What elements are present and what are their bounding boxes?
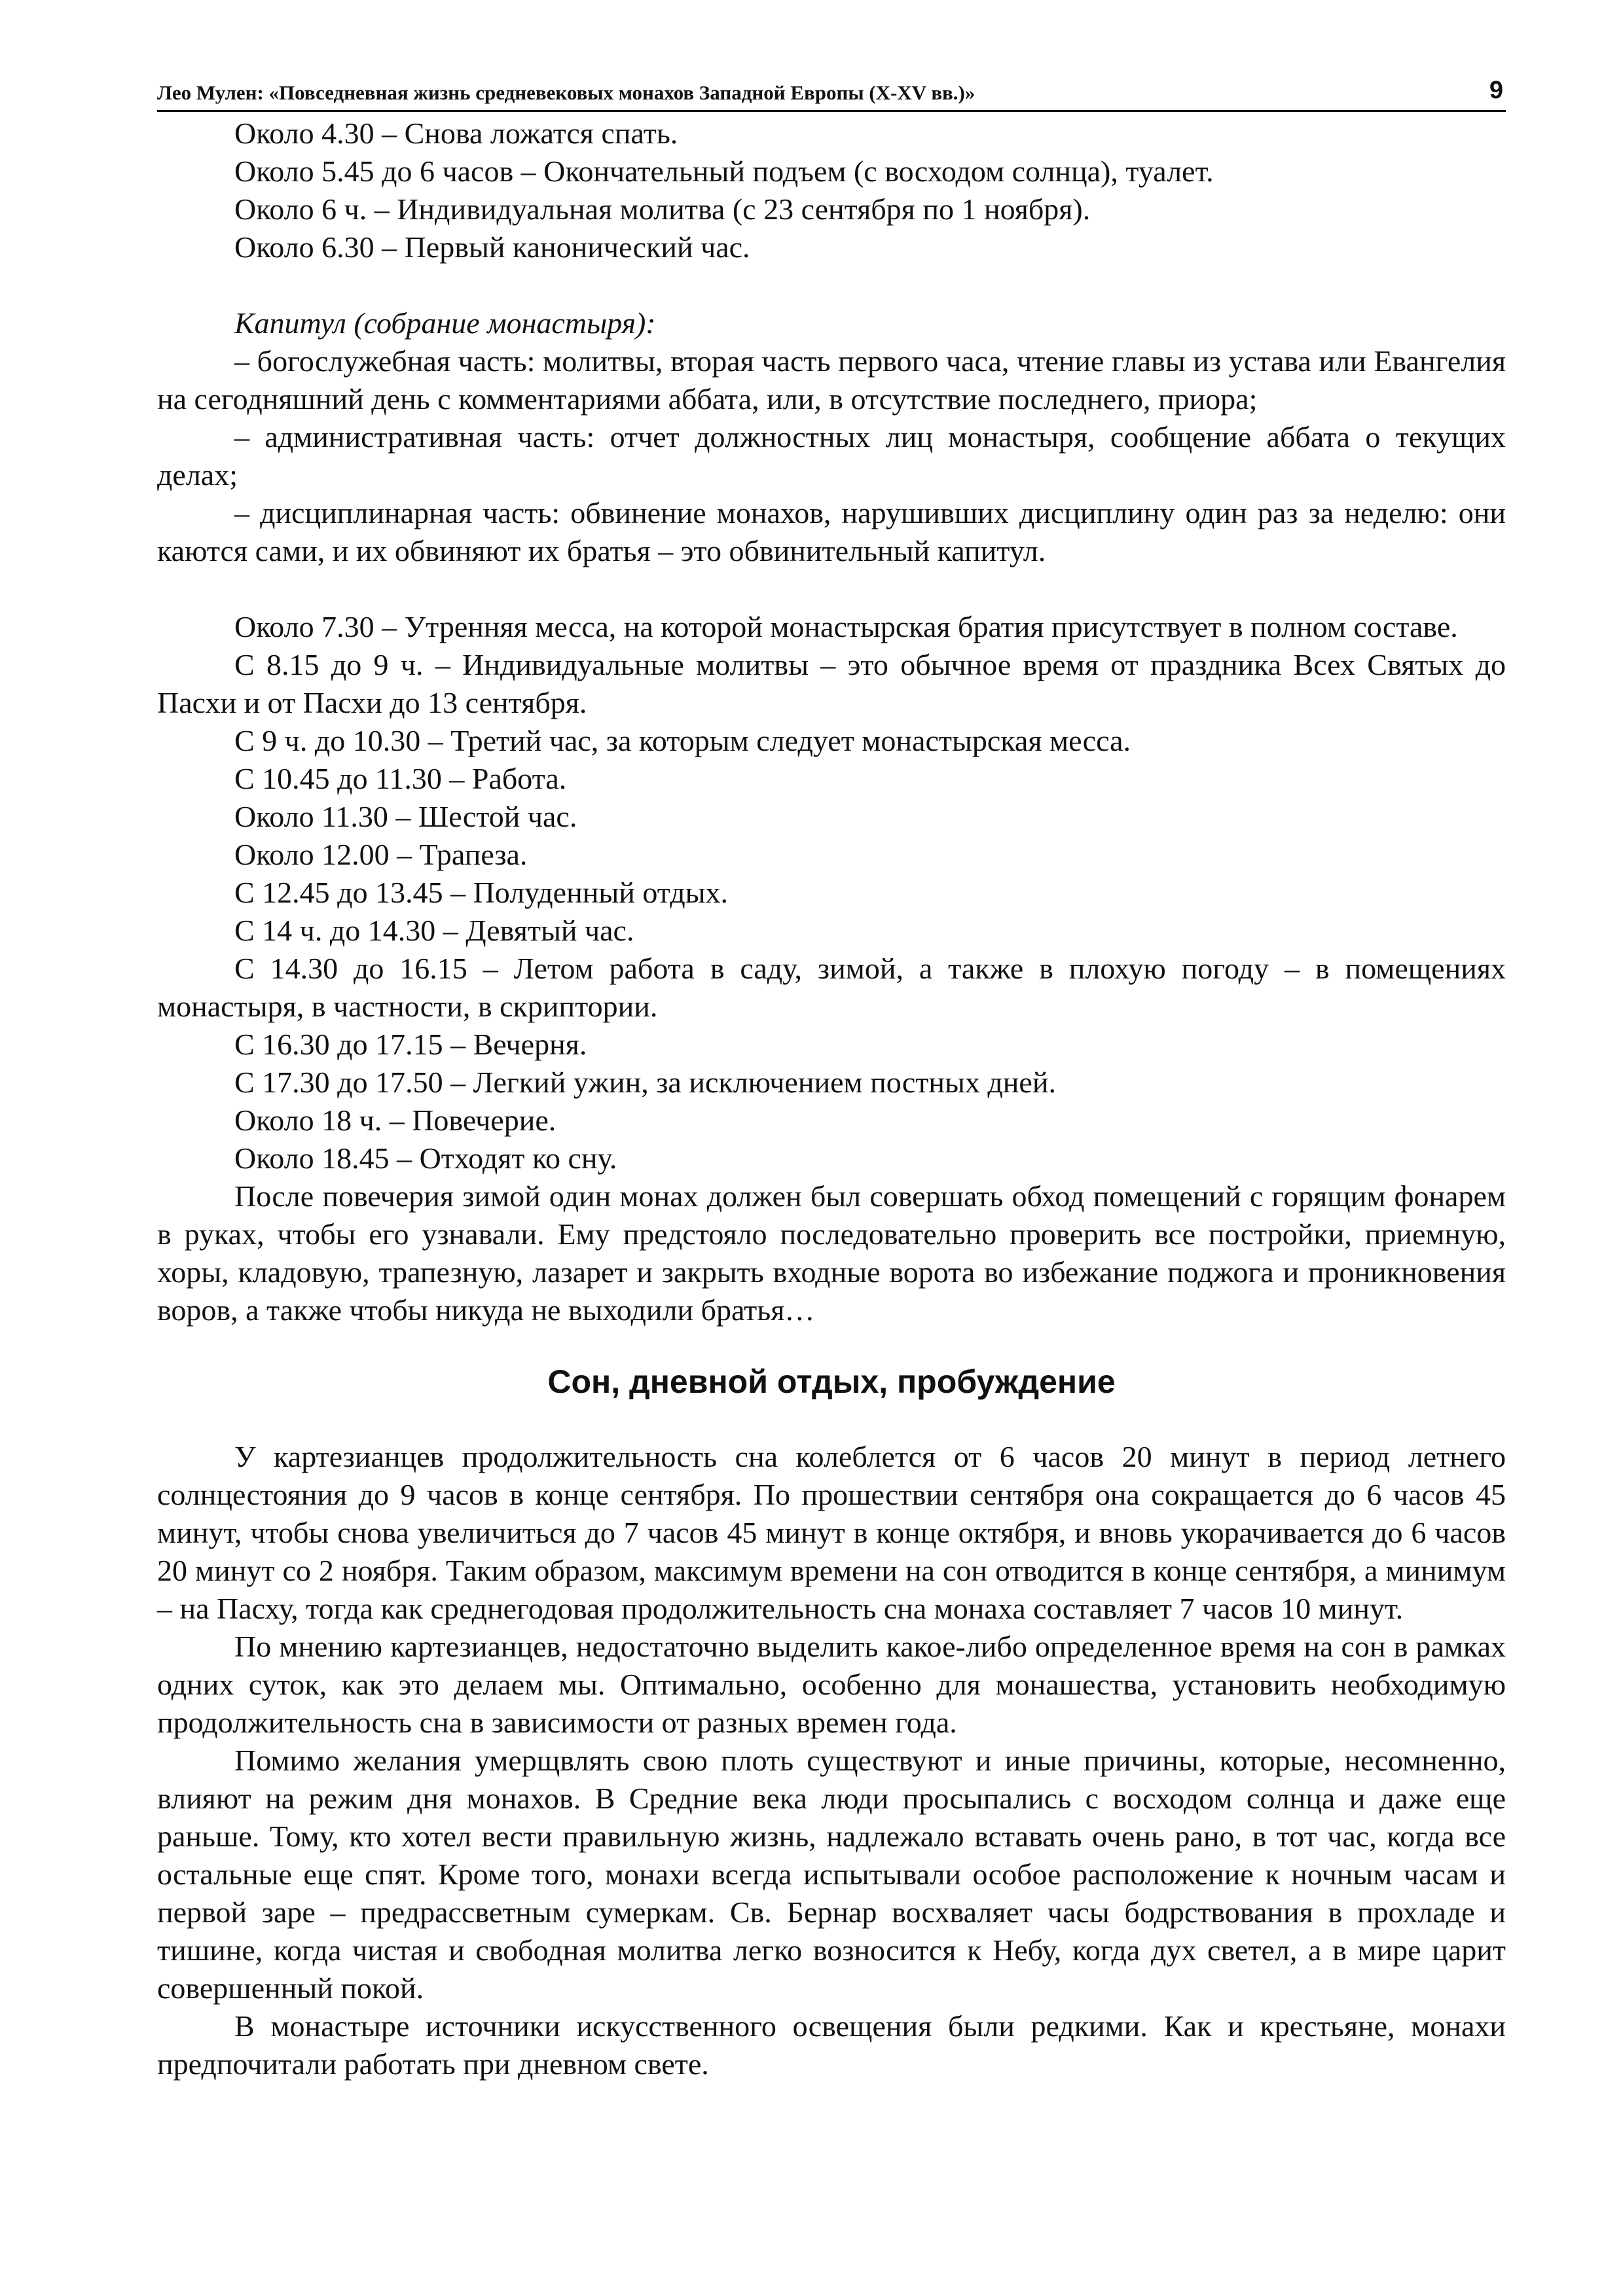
schedule-line: С 16.30 до 17.15 – Вечерня. <box>234 1028 587 1061</box>
schedule-line: С 12.45 до 13.45 – Полуденный отдых. <box>234 876 729 909</box>
schedule-line: Около 18 ч. – Повечерие. <box>234 1103 556 1137</box>
running-header <box>157 65 1506 112</box>
section-paragraph: В монастыре источники искусственного освещения были редкими. Как и крестьяне, монахи предпочитали работать при дневном свете. <box>157 2009 1506 2081</box>
spacer <box>157 266 1506 304</box>
night-round-paragraph: После повечерия зимой один монах должен был совершать обход помещений с горящим фонарем в руках, чтобы его узнавали. Ему предстояло последовательно проверить все постройки, приемную, хоры, кладовую, трапезную, лазарет и закрыть входные ворота во избежание поджога и проникновения воров, а также чтобы никуда не выходили братья… <box>157 1179 1506 1327</box>
running-title: Лео Мулен: «Повседневная жизнь средневековых монахов Западной Европы (X-XV вв.)» <box>157 81 976 104</box>
schedule-line: Около 12.00 – Трапеза. <box>234 838 528 871</box>
schedule-line: Около 6 ч. – Индивидуальная молитва (с 23 сентября по 1 ноября). <box>234 192 1091 226</box>
body-text <box>157 115 1506 2083</box>
section-paragraph: Помимо желания умерщвлять свою плоть существуют и иные причины, которые, несомненно, влияют на режим дня монахов. В Средние века люди просыпались с восходом солнца и даже еще раньше. Тому, кто хотел вести правильную жизнь, надлежало вставать очень рано, в тот час, когда все остальные еще спят. Кроме того, монахи всегда испытывали особое расположение к ночным часам и первой заре – предрассветным сумеркам. Св. Бернар восхваляет часы бодрствования в прохладе и тишине, когда чистая и свободная молитва легко возносится к Небу, когда дух светел, а в мире царит совершенный покой. <box>157 1744 1506 2005</box>
chapter-item: – богослужебная часть: молитвы, вторая часть первого часа, чтение главы из устава или Евангелия на сегодняшний день с комментариями аббата, или, в отсутствие последнего, приора; <box>157 344 1506 416</box>
schedule-line: Около 6.30 – Первый канонический час. <box>234 230 750 264</box>
schedule-line: Около 11.30 – Шестой час. <box>234 800 577 833</box>
chapter-item: – административная часть: отчет должностных лиц монастыря, сообщение аббата о текущих делах; <box>157 420 1506 492</box>
document-page <box>157 65 1506 2083</box>
chapter-heading: Капитул (собрание монастыря): <box>234 306 656 340</box>
section-title: Сон, дневной отдых, пробуждение <box>547 1363 1116 1400</box>
chapter-item: – дисциплинарная часть: обвинение монахов, нарушивших дисциплину один раз за неделю: они каются сами, и их обвиняют их братья – это обвинительный капитул. <box>157 496 1506 567</box>
schedule-line: Около 5.45 до 6 часов – Окончательный подъем (с восходом солнца), туалет. <box>234 154 1214 188</box>
section-paragraph: У картезианцев продолжительность сна колеблется от 6 часов 20 минут в период летнего солнцестояния до 9 часов в конце сентября. По прошествии сентября она сокращается до 6 часов 45 минут, чтобы снова увеличиться до 7 часов 45 минут в конце октября, и вновь укорачивается до 6 часов 20 минут со 2 ноября. Таким образом, максимум времени на сон отводится в конце сентября, а минимум – на Пасху, тогда как среднегодовая продолжительность сна монаха составляет 7 часов 10 минут. <box>157 1440 1506 1625</box>
schedule-line: Около 7.30 – Утренняя месса, на которой монастырская братия присутствует в полном составе. <box>234 610 1458 643</box>
schedule-line: Около 4.30 – Снова ложатся спать. <box>234 117 678 150</box>
schedule-line: Около 18.45 – Отходят ко сну. <box>234 1141 617 1175</box>
schedule-line: С 14.30 до 16.15 – Летом работа в саду, зимой, а также в плохую погоду – в помещениях монастыря, в частности, в скриптории. <box>157 952 1506 1023</box>
schedule-line: С 8.15 до 9 ч. – Индивидуальные молитвы – это обычное время от праздника Всех Святых до Пасхи и от Пасхи до 13 сентября. <box>157 648 1506 719</box>
section-paragraph: По мнению картезианцев, недостаточно выделить какое-либо определенное время на сон в рамках одних суток, как это делаем мы. Оптимально, особенно для монашества, установить необходимую продолжительность сна в зависимости от разных времен года. <box>157 1630 1506 1739</box>
schedule-line: С 10.45 до 11.30 – Работа. <box>234 762 567 795</box>
schedule-line: С 17.30 до 17.50 – Легкий ужин, за исключением постных дней. <box>234 1066 1056 1099</box>
spacer <box>157 570 1506 608</box>
schedule-line: С 9 ч. до 10.30 – Третий час, за которым следует монастырская месса. <box>234 724 1131 757</box>
page-number: 9 <box>1489 77 1503 104</box>
schedule-line: С 14 ч. до 14.30 – Девятый час. <box>234 914 634 947</box>
